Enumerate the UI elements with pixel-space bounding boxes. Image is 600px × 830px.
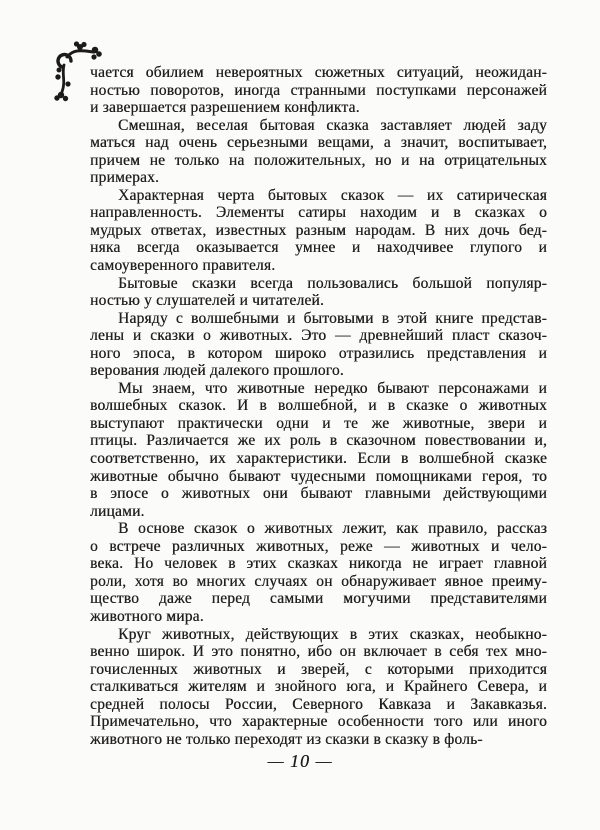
text-line: Примечательно, что характерные особенности того или иного — [90, 713, 547, 731]
text-line: птицы. Различается же их роль в сказочном повествовании и, — [90, 432, 547, 450]
text-line: Бытовые сказки всегда пользовались большой популяр- — [118, 274, 547, 292]
text-line: лены и сказки о животных. Это — древнейший пласт сказоч- — [90, 327, 547, 345]
text-line: роли, хотя во многих случаях он обнаруживает явное преиму- — [90, 572, 547, 590]
text-line: в эпосе о животных они бывают главными действующими — [90, 485, 547, 503]
text-line: Наряду с волшебными и бытовыми в этой книге представ- — [118, 309, 547, 327]
text-line: средней полосы России, Северного Кавказа и Закавказья. — [90, 695, 547, 713]
text-line: чается обилием невероятных сюжетных ситуаций, неожидан- — [90, 64, 547, 81]
text-line: мудрых ответах, известных разным народам. В них дочь бед- — [90, 221, 547, 239]
text-line: ностью у слушателей и читателей. — [90, 292, 324, 310]
text-block — [90, 64, 547, 748]
text-line: примерах. — [90, 169, 160, 187]
text-line: направленность. Элементы сатиры находим и в сказках о — [90, 204, 547, 222]
text-line: Круг животных, действующих в этих сказках, необыкно- — [118, 625, 547, 643]
text-line: животного мира. — [90, 607, 204, 625]
text-line: волшебных сказок. И в волшебной, и в сказке о животных — [90, 397, 547, 415]
text-line: самоуверенного правителя. — [90, 257, 276, 275]
text-line: щество даже перед самыми могучими представителями — [90, 590, 547, 608]
text-line: века. Но человек в этих сказках никогда не играет главной — [90, 555, 547, 573]
text-line: няка всегда оказывается умнее и находчивее глупого и — [90, 239, 547, 257]
text-line: соответственно, их характеристики. Если в волшебной сказке — [90, 450, 547, 468]
text-line: верования людей далекого прошлого. — [90, 362, 344, 380]
text-line: ностью поворотов, иногда странными поступками персонажей — [90, 81, 547, 99]
text-line: животного не только переходят из сказки в сказку в фоль- — [90, 730, 483, 748]
text-line: В основе сказок о животных лежит, как правило, рассказ — [118, 520, 547, 538]
text-line: Характерная черта бытовых сказок — их сатирическая — [118, 186, 547, 204]
text-line: лицами. — [90, 502, 145, 520]
text-line: Смешная, веселая бытовая сказка заставляет людей заду — [118, 116, 547, 134]
text-line: маться над очень серьезными вещами, а значит, воспитывает, — [90, 134, 547, 152]
text-line: сталкиваться жителям и знойного юга, и Крайнего Севера, и — [90, 678, 547, 696]
text-line: и завершается разрешением конфликта. — [90, 99, 360, 117]
text-line: ного эпоса, в котором широко отразились представления и — [90, 344, 547, 362]
text-line: о встрече различных животных, реже — животных и чело- — [90, 537, 547, 555]
text-line: венно широк. И это понятно, ибо он включает в себя тех мно- — [90, 643, 547, 661]
text-line: Мы знаем, что животные нередко бывают персонажами и — [118, 379, 547, 397]
text-line: выступают практически одни и те же животные, звери и — [90, 414, 547, 432]
text-line: причем не только на положительных, но и на отрицательных — [90, 151, 547, 169]
page-number: — 10 — — [267, 751, 333, 771]
text-line: животные обычно бывают чудесными помощниками героя, то — [90, 467, 547, 485]
text-line: гочисленных животных и зверей, с которыми приходится — [90, 660, 547, 678]
